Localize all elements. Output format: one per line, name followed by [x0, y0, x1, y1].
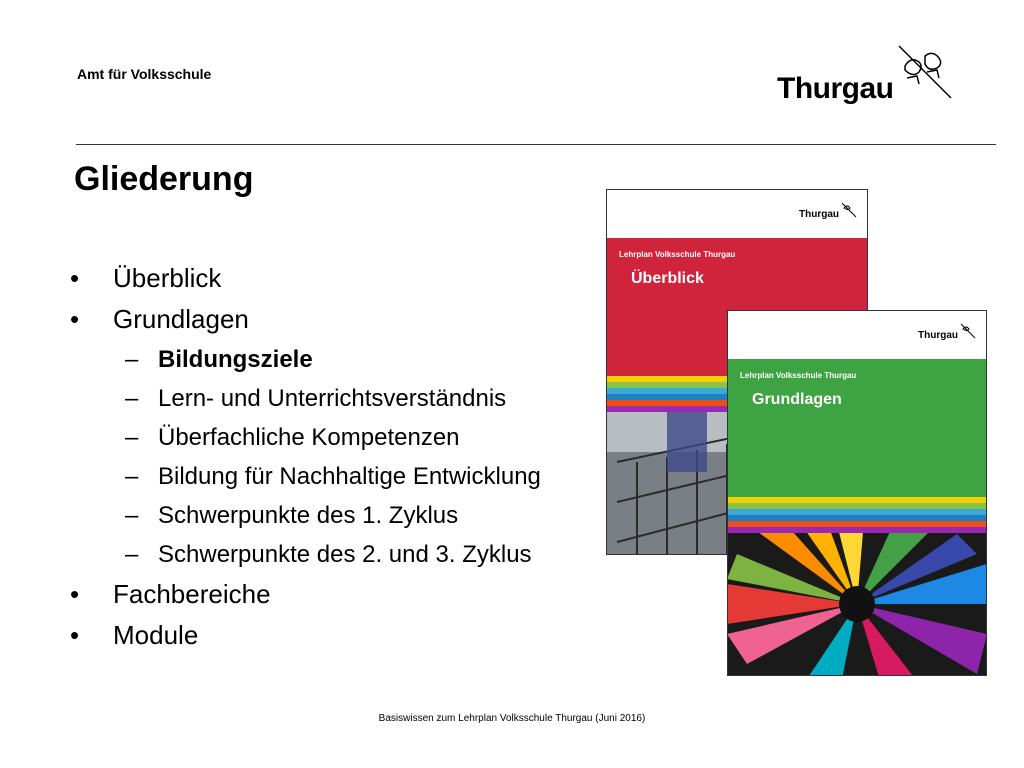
- dash-icon: –: [125, 346, 139, 373]
- header-divider: [76, 144, 996, 145]
- book-header: [728, 311, 986, 359]
- book-brand: Thurgau: [799, 209, 839, 220]
- agenda-item-fachbereiche: [70, 574, 600, 615]
- subitem-zyklus-1: [70, 496, 600, 535]
- book-series: Lehrplan Volksschule Thurgau: [740, 371, 857, 380]
- dash-icon: –: [125, 463, 139, 490]
- subitem-bildungsziele: [70, 340, 600, 379]
- agenda-item-grundlagen: [70, 299, 600, 340]
- agenda-item-uberblick: [70, 258, 600, 299]
- agenda-item-label: Überblick: [113, 263, 222, 293]
- bullet-icon: •: [70, 304, 80, 334]
- bullet-icon: •: [70, 620, 80, 650]
- bullet-icon: •: [70, 263, 80, 293]
- subitem-label: Bildungsziele: [158, 346, 313, 373]
- subitem-ueberfachliche-kompetenzen: [70, 418, 600, 457]
- subitem-lern-unterrichtsverstaendnis: [70, 379, 600, 418]
- dash-icon: –: [125, 502, 139, 529]
- book-header: [607, 190, 867, 238]
- footer-caption: Basiswissen zum Lehrplan Volksschule Thurgau (Juni 2016): [378, 713, 646, 724]
- agenda-item-label: Module: [113, 620, 199, 650]
- organization-name: Amt für Volksschule: [77, 66, 212, 82]
- thurgau-logo: [777, 44, 952, 114]
- agenda-item-label: Fachbereiche: [113, 579, 271, 609]
- colored-pencils-photo: [728, 533, 986, 675]
- agenda-list: [70, 258, 600, 656]
- bullet-icon: •: [70, 579, 80, 609]
- book-brand: Thurgau: [918, 330, 958, 341]
- agenda-item-module: [70, 615, 600, 656]
- book-title: Grundlagen: [752, 391, 842, 408]
- subitem-label: Bildung für Nachhaltige Entwicklung: [158, 463, 541, 490]
- subitem-bne: [70, 457, 600, 496]
- dash-icon: –: [125, 424, 139, 451]
- thurgau-lions-icon: [841, 202, 857, 218]
- dash-icon: –: [125, 385, 139, 412]
- subitem-label: Lern- und Unterrichtsverständnis: [158, 385, 507, 412]
- book-stripes: [728, 497, 986, 533]
- book-series: Lehrplan Volksschule Thurgau: [619, 250, 736, 259]
- book-title: Überblick: [631, 270, 704, 287]
- logo-text: Thurgau: [777, 72, 894, 105]
- subitem-zyklus-2-3: [70, 535, 600, 574]
- book-cover-grundlagen: [727, 310, 987, 676]
- slide-title: Gliederung: [74, 160, 254, 198]
- thurgau-lions-icon: [960, 323, 976, 339]
- thurgau-lions-icon: [897, 44, 953, 100]
- agenda-item-label: Grundlagen: [113, 304, 249, 334]
- dash-icon: –: [125, 541, 139, 568]
- subitem-label: Schwerpunkte des 2. und 3. Zyklus: [158, 541, 532, 568]
- subitem-label: Schwerpunkte des 1. Zyklus: [158, 502, 459, 529]
- book-color-band: [728, 359, 986, 499]
- subitem-label: Überfachliche Kompetenzen: [158, 424, 460, 451]
